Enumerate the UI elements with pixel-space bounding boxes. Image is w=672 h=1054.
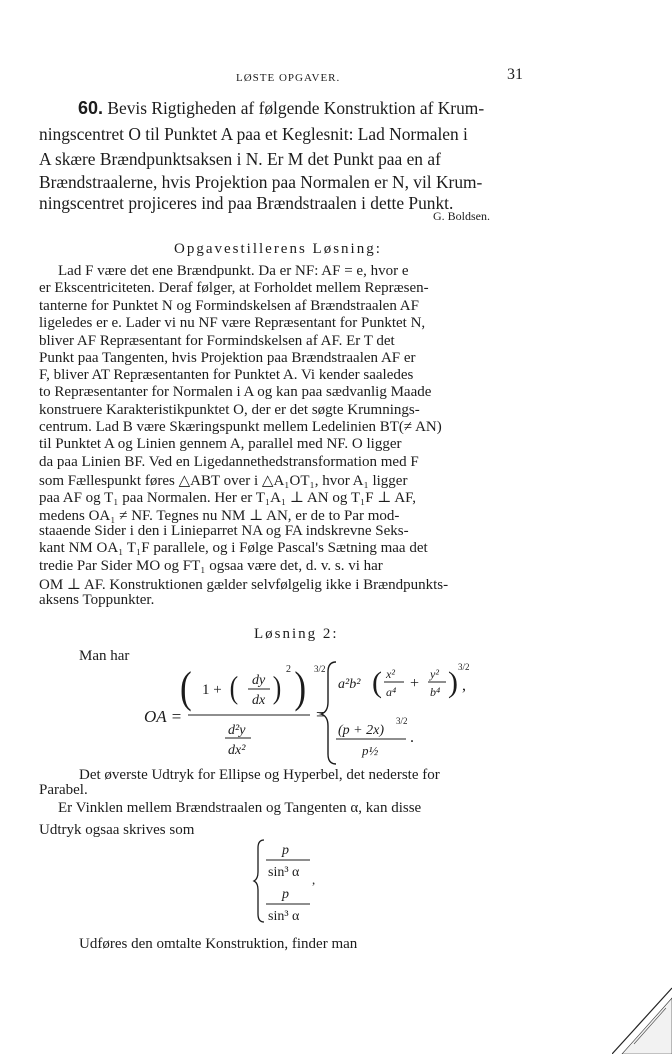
solution-line: tredie Par Sider MO og FT₁ ogsaa være det, d. v. s. vi har (39, 558, 383, 574)
sin-denominator: sin³ α (268, 865, 300, 880)
solution-line: to Repræsentanter for Normalen i A og kan paa sædvanlig Maade (39, 384, 432, 400)
closing-line: Udføres den omtalte Konstruktion, finder man (79, 936, 358, 952)
section-heading: Løsning 2: (254, 626, 339, 642)
equals-sign: = (316, 705, 326, 724)
solution-line: tanterne for Punktet N og Formindskelsen af Brændstraalen AF (39, 298, 419, 314)
ab-factor: a²b² (338, 677, 361, 692)
running-title: LØSTE OPGAVER. (236, 72, 341, 84)
solution-line: Punkt paa Tangenten, hvis Projektion paa Brændstraalen AF er (39, 350, 416, 366)
x2: x² (386, 667, 395, 681)
parabola-numerator: (p + 2x) (338, 723, 384, 738)
p-numerator: p (282, 843, 289, 858)
problem-line: ningscentret O til Punktet A paa et Keglesnit: Lad Normalen i (39, 124, 468, 144)
solution-line: til Punktet A og Linien gennem A, parallel med NF. O ligger (39, 436, 402, 452)
solution-line: kant NM OA₁ T₁F parallele, og i Følge Pascal's Sætning maa det (39, 540, 428, 556)
problem-line (78, 98, 484, 119)
y2: y² (430, 667, 439, 681)
a4: a⁴ (386, 685, 397, 699)
solution-line: paa AF og T₁ paa Normalen. Her er T₁A₁ ⊥ AN og T₁F ⊥ AF, (39, 490, 417, 506)
problem-line-text: Bevis Rigtigheden af følgende Konstruktion af Krum- (107, 98, 485, 118)
solution-line: OM ⊥ AF. Konstruktionen gælder selvfølgelig ikke i Brændpunkts- (39, 577, 449, 593)
paren-left: ( (180, 662, 192, 712)
solution-line: staaende Sider i den i Linieparret NA og FA indskrevne Seks- (39, 523, 409, 539)
solution-line: bliver AF Repræsentant for Formindskelsen af AF. Er T det (39, 333, 395, 349)
solution-line: da paa Linien BF. Ved en Ligedannethedstransformation med F (39, 454, 419, 470)
solution-line: er Ekscentriciteten. Deraf følger, at Forholdet mellem Repræsen- (39, 280, 429, 296)
exponent-2: 2 (286, 664, 291, 675)
paren: ( (372, 666, 382, 699)
solution-line: som Fællespunkt føres △ABT over i △A₁OT₁, hvor A₁ ligger (39, 473, 408, 489)
problem-line: Brændstraalerne, hvis Projektion paa Normalen er N, vil Krum- (39, 172, 483, 192)
inner-paren-left: ( (229, 670, 239, 706)
b4: b⁴ (430, 685, 441, 699)
period: . (410, 729, 414, 746)
solution-line: Er Vinklen mellem Brændstraalen og Tangenten α, kan disse (58, 800, 422, 816)
solution-line: Parabel. (39, 782, 88, 798)
problem-line: A skære Brændpunktsaksen i N. Er M det Punkt paa en af (39, 149, 441, 169)
section-heading: Opgavestillerens Løsning: (174, 241, 382, 257)
dx: dx (252, 693, 266, 708)
p-numerator: p (282, 887, 289, 902)
solution-line: Det øverste Udtryk for Ellipse og Hyperbel, det nederste for (79, 767, 440, 783)
dx2: dx² (228, 743, 246, 758)
comma: , (312, 872, 316, 887)
problem-number: 60. (78, 98, 104, 118)
exponent-3-2: 3/2 (396, 716, 408, 726)
paren-right: ) (294, 662, 307, 712)
dy: dy (252, 673, 266, 688)
comma: , (462, 677, 466, 694)
oa-label: OA = (144, 707, 183, 726)
solution-line: konstruere Karakteristikpunktet O, der er det søgte Krumnings- (39, 402, 420, 418)
exponent-3-2: 3/2 (458, 662, 470, 672)
solution-line: Lad F være det ene Brændpunkt. Da er NF: AF = e, hvor e (58, 263, 409, 279)
solution-line: ligeledes er e. Lader vi nu NF være Repræsentant for Punktet N, (39, 315, 426, 331)
sine-formula (254, 836, 344, 926)
paren: ) (448, 666, 458, 699)
author-signature: G. Boldsen. (433, 209, 490, 223)
solution-line: Udtryk ogsaa skrives som (39, 822, 195, 838)
page-number: 31 (507, 66, 523, 83)
curly-brace (254, 840, 264, 922)
problem-line: ningscentret projiceres ind paa Brændstraalen i dette Punkt. (39, 193, 454, 213)
one-plus: 1 + (202, 682, 222, 698)
curvature-formula (140, 654, 470, 764)
d2y: d²y (228, 723, 246, 738)
intro-text: Man har (79, 648, 130, 664)
solution-line: aksens Toppunkter. (39, 592, 155, 608)
curly-brace (321, 662, 336, 764)
inner-paren-right: ) (272, 670, 282, 706)
solution-line: medens OA₁ ≠ NF. Tegnes nu NM ⊥ AN, er de to Par mod- (39, 508, 400, 524)
page-edge-corner (612, 974, 672, 1054)
sin-denominator: sin³ α (268, 909, 300, 924)
solution-line: centrum. Lad B være Skæringspunkt mellem Ledelinien BT(≠ AN) (39, 419, 442, 435)
solution-line: F, bliver AT Repræsentanten for Punktet A. Vi kender saaledes (39, 367, 414, 383)
exponent-3-2: 3/2 (314, 664, 326, 674)
parabola-denominator: p½ (362, 743, 379, 758)
plus-sign: + (410, 675, 420, 692)
